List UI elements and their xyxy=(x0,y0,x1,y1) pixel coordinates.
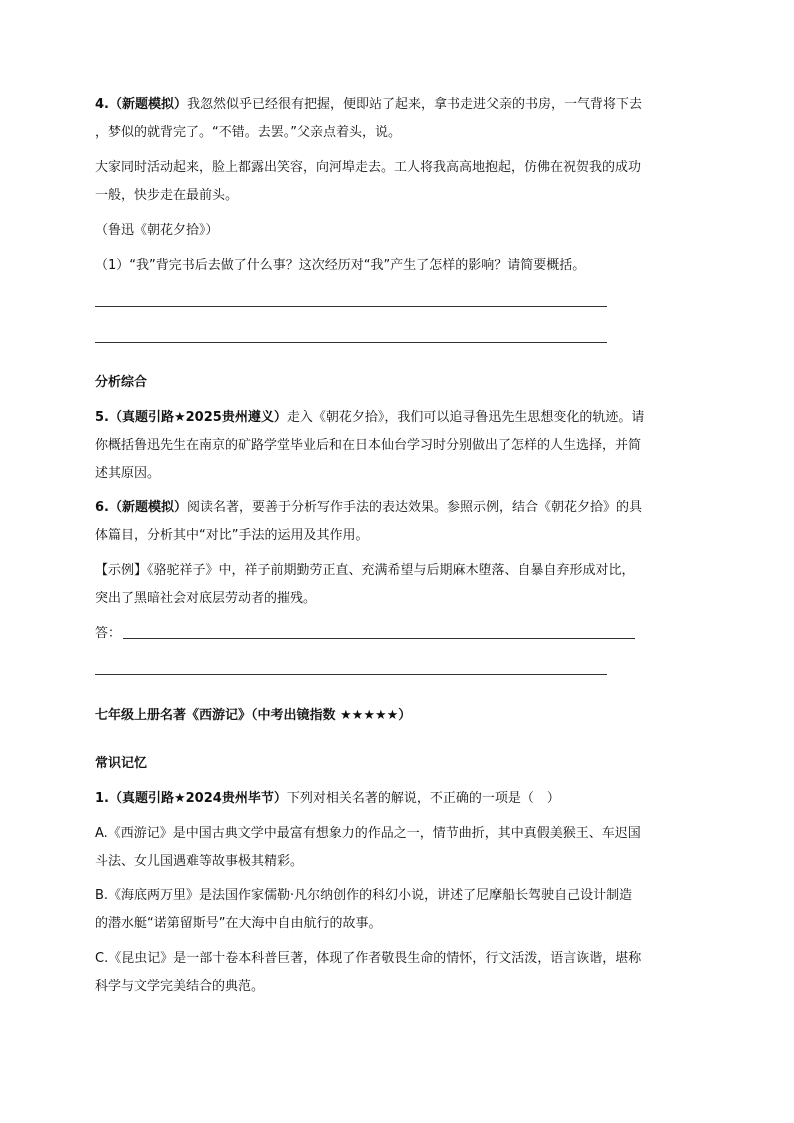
q5-line-3: 述其原因。 xyxy=(95,466,161,481)
q6-line-1 xyxy=(95,499,642,517)
q4-subquestion-1: （1）“我”背完书后去做了什么事？这次经历对“我”产生了怎样的影响？请简要概括。 xyxy=(95,258,586,273)
q1-stem: 下列对相关名著的解说，不正确的一项是（ ） xyxy=(286,791,560,806)
q6-example-line-1: 【示例】《骆驼祥子》中，祥子前期勤劳正直、充满希望与后期麻木堕落、自暴自弃形成对比， xyxy=(95,563,635,578)
q1-option-c-line-2: 科学与文学完美结合的典范。 xyxy=(95,979,265,994)
section-heading-xiyouji: 七年级上册名著《西游记》（中考出镜指数 ★★★★★） xyxy=(95,708,412,723)
q4-text-1: 我忽然似乎已经很有把握，便即站了起来，拿书走进父亲的书房，一气背将下去 xyxy=(186,97,642,112)
q1-option-b-line-1: B.《海底两万里》是法国作家儒勒·凡尔纳创作的科幻小说，讲述了尼摩船长驾驶自己设计制造 xyxy=(95,888,633,903)
q1-option-a-line-1: A.《西游记》是中国古典文学中最富有想象力的作品之一，情节曲折，其中真假美猴王、车迟国 xyxy=(95,826,641,841)
q1-option-c-line-1: C.《昆虫记》是一部十卷本科普巨著，体现了作者敬畏生命的情怀，行文活泼，语言诙谐，堪称 xyxy=(95,951,642,966)
q4-tag: 4.（新题模拟） xyxy=(95,97,187,112)
q4-line-2: ，梦似的就背完了。“不错。去罢。”父亲点着头，说。 xyxy=(95,125,401,140)
q6-text-1: 阅读名著，要善于分析写作手法的表达效果。参照示例，结合《朝花夕拾》的具 xyxy=(186,500,642,515)
q4-passage-line-2: 一般，快步走在最前头。 xyxy=(95,188,239,203)
q4-line-1 xyxy=(95,96,642,114)
section-heading-analysis: 分析综合 xyxy=(95,375,148,390)
answer-line[interactable] xyxy=(95,306,607,307)
q1-option-b-line-2: 的潜水艇“诺第留斯号”在大海中自由航行的故事。 xyxy=(95,916,382,931)
q6-tag: 6.（新题模拟） xyxy=(95,500,187,515)
q6-line-2: 体篇目，分析其中“对比”手法的运用及其作用。 xyxy=(95,528,369,543)
section-heading-memory: 常识记忆 xyxy=(95,756,148,771)
q1-tag: 1.（真题引路★2024贵州毕节） xyxy=(95,791,287,806)
q5-text-1: 走入《朝花夕拾》，我们可以追寻鲁迅先生思想变化的轨迹。请 xyxy=(286,410,645,425)
q5-line-2: 你概括鲁迅先生在南京的矿路学堂毕业后和在日本仙台学习时分别做出了怎样的人生选择，并简 xyxy=(95,438,642,453)
answer-line[interactable] xyxy=(123,638,635,639)
q6-answer-label: 答： xyxy=(95,626,122,641)
answer-line[interactable] xyxy=(95,674,607,675)
q5-line-1 xyxy=(95,409,644,427)
q1-line-1 xyxy=(95,790,560,808)
q1-option-a-line-2: 斗法、女儿国遇难等故事极其精彩。 xyxy=(95,854,304,869)
q5-tag: 5.（真题引路★2025贵州遵义） xyxy=(95,410,287,425)
q6-example-line-2: 突出了黑暗社会对底层劳动者的摧残。 xyxy=(95,591,317,606)
answer-line[interactable] xyxy=(95,342,607,343)
q4-passage-line-1: 大家同时活动起来，脸上都露出笑容，向河埠走去。工人将我高高地抱起，仿佛在祝贺我的成功 xyxy=(95,160,642,175)
q4-source: （鲁迅《朝花夕拾》） xyxy=(95,223,219,238)
